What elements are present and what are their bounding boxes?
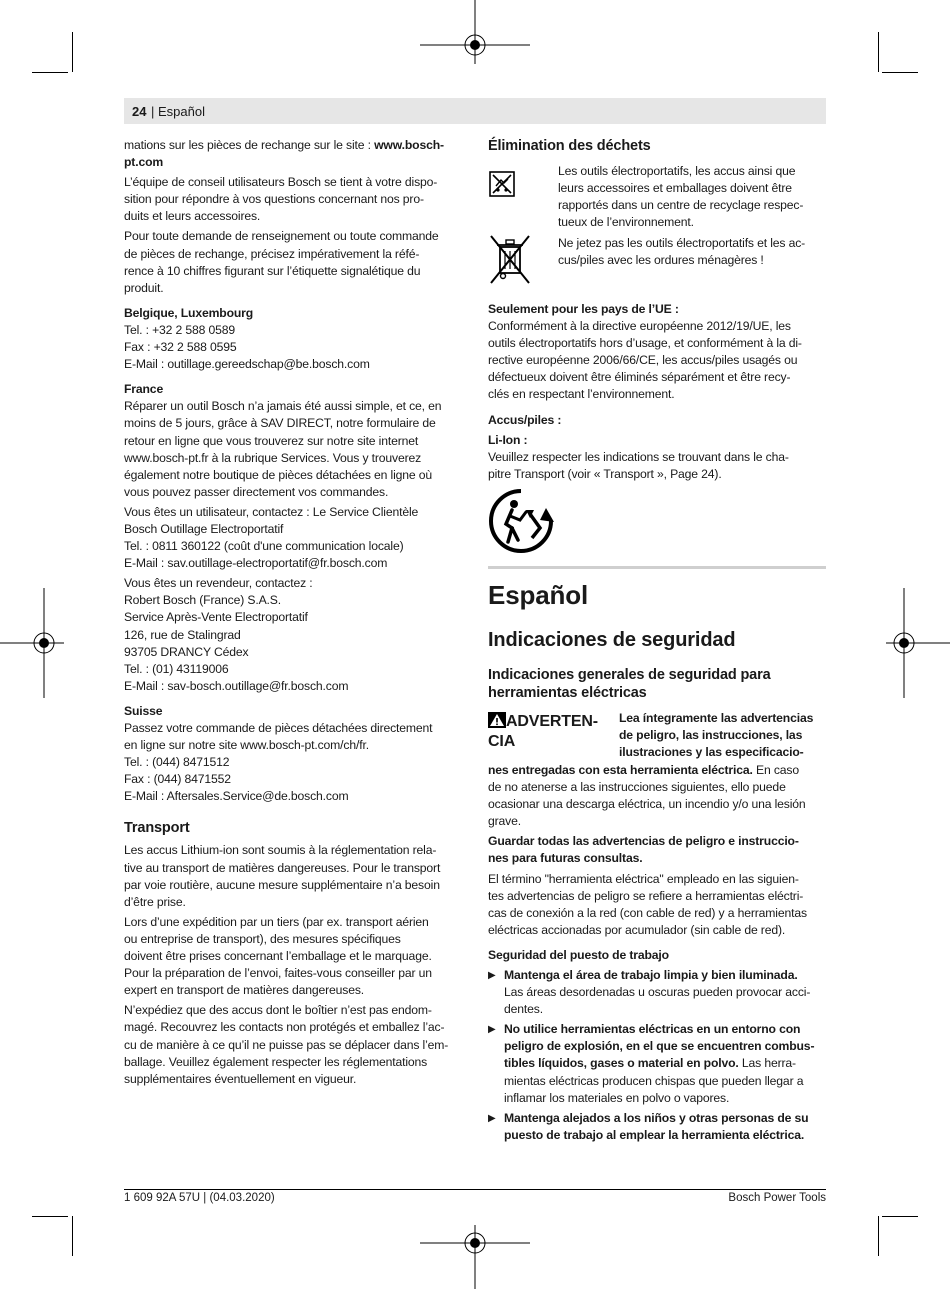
crop-mark	[878, 32, 879, 72]
disposal-block-1	[488, 163, 828, 229]
transport-paragraph-3: N’expédiez que des accus dont le boîtier n’est pas endom- magé. Recouvrez les contacts non protégés et emballez l’ac- cu de manière à ce qu’il ne puisse pas se déplacer dans l’em- ballage. Veuillez également respecter les réglementations supplémentaires éventuellement en vigueur.	[124, 1003, 449, 1086]
crop-mark	[882, 1216, 918, 1217]
bullet-triangle-icon: ▶	[488, 969, 496, 981]
belgique-heading: Belgique, Luxembourg	[124, 305, 254, 320]
bullet-item-3: ▶ Mantenga alejados a los niños y otras personas de su puesto de trabajo al emplear la herramienta eléctrica.	[488, 1110, 809, 1142]
crop-mark	[72, 32, 73, 72]
ue-paragraph: Conformément à la directive européenne 2012/19/UE, les outils électroportatifs hors d’usage, et conformément à la di- rective européenne 2006/66/CE, les accus/piles usagés ou défectueux doivent être éliminés séparément et être recy- clés en respectant l’environnement.	[488, 319, 802, 402]
intro-paragraph: mations sur les pièces de rechange sur le site : www.bosch- pt.com	[124, 138, 444, 170]
bullet-triangle-icon: ▶	[488, 1112, 496, 1124]
left-column	[124, 137, 464, 1091]
france-paragraph-3: Vous êtes un revendeur, contactez : Robert Bosch (France) S.A.S. Service Après-Vente Electroportatif 126, rue de Stalingrad 93705 DRANCY Cédex Tel. : (01) 43119006 E-Mail : sav-bosch.outillage@fr.bosch.com	[124, 576, 349, 693]
right-column	[488, 137, 828, 1144]
france-paragraph-2: Vous êtes un utilisateur, contactez : Le Service Clientèle Bosch Outillage Electroportatif Tel. : 0811 360122 (coût d'une communication locale) E-Mail : sav.outillage-electroportatif@fr.bosch.com	[124, 504, 419, 571]
general-safety-heading: Indicaciones generales de seguridad para herramientas eléctricas	[488, 666, 771, 701]
france-paragraph-1: Réparer un outil Bosch n’a jamais été aussi simple, et ce, en moins de 5 jours, grâce à SAV DIRECT, notre formulaire de retour en ligne que vous trouverez sur notre site internet www.bosch-pt.fr à la rubrique Services. Vous y trouverez également notre boutique de pièces détachées en ligne où vous pouvez passer directement vos commandes.	[124, 399, 442, 499]
accus-heading: Accus/piles :	[488, 412, 562, 427]
disposal-symbol-icon	[489, 171, 515, 197]
espanol-heading: Español	[488, 579, 589, 610]
liion-heading: Li-Ion :	[488, 432, 528, 447]
disposal-text-2: Ne jetez pas les outils électroportatifs et les ac- cus/piles avec les ordures ménagères !	[558, 236, 806, 268]
transport-paragraph-1: Les accus Lithium-ion sont soumis à la réglementation rela- tive au transport de matières dangereuses. Pour le transport par voie routière, aucune mesure supplémentaire n’a besoin d’être prise.	[124, 843, 441, 909]
spare-parts-paragraph: Pour toute demande de renseignement ou toute commande de pièces de rechange, précisez impérativement la réfé- rence à 10 chiffres figurant sur l’étiquette signalétique du produit.	[124, 229, 439, 295]
footer-brand: Bosch Power Tools	[728, 1192, 826, 1204]
battery-recycling-icon	[488, 488, 554, 554]
transport-heading: Transport	[124, 820, 190, 837]
liion-paragraph: Veuillez respecter les indications se trouvant dans le cha- pitre Transport (voir « Transport », Page 24).	[488, 449, 789, 481]
crop-mark	[32, 72, 68, 73]
crop-mark	[878, 1216, 879, 1256]
page-number: 24	[132, 104, 147, 119]
crop-mark	[72, 1216, 73, 1256]
registration-mark-icon	[420, 1225, 530, 1289]
guardar-paragraph: Guardar todas las advertencias de peligro e instruccio- nes para futuras consultas.	[488, 834, 799, 866]
suisse-heading: Suisse	[124, 703, 163, 718]
ue-heading: Seulement pour les pays de l’UE :	[488, 302, 679, 316]
section-divider	[488, 566, 826, 569]
crop-mark	[882, 72, 918, 73]
disposal-text-1: Les outils électroportatifs, les accus ainsi que leurs accessoires et emballages doivent être rapportés dans un centre de recyclage respec- tueux de l’environnement.	[558, 164, 804, 230]
indicaciones-heading: Indicaciones de seguridad	[488, 628, 736, 651]
warning-triangle-icon	[488, 712, 506, 728]
registration-mark-icon	[0, 588, 64, 698]
registration-mark-icon	[886, 588, 950, 698]
crop-mark	[32, 1216, 68, 1217]
suisse-contact: Passez votre commande de pièces détachées directement en ligne sur notre site www.bosch-pt.com/ch/fr. Tel. : (044) 8471512 Fax : (044) 8471552 E-Mail : Aftersales.Service@de.bosch.com	[124, 721, 433, 804]
registration-mark-icon	[420, 0, 530, 64]
bullet-item-2: ▶ No utilice herramientas eléctricas en un entorno con peligro de explosión, en el que se encuentren combus- tibles líquidos, gases o material en polvo. Las herra- mientas eléctricas producen chispas que pueden llegar a inflamar los materiales en polvo o vapores.	[488, 1022, 815, 1105]
header-section: Español	[158, 104, 205, 119]
disposal-block-2	[488, 235, 828, 293]
crossed-bin-icon	[488, 233, 532, 287]
warning-label: ADVERTEN- CIA	[488, 712, 598, 750]
elimination-heading: Élimination des déchets	[488, 138, 651, 154]
transport-paragraph-2: Lors d’une expédition par un tiers (par ex. transport aérien ou entreprise de transport), des mesures spécifiques doivent être prises concernant l’emballage et le marquage. Pour la préparation de l’envoi, faites-vous conseiller par un expert en transport de matières dangereuses.	[124, 914, 432, 998]
support-paragraph: L’équipe de conseil utilisateurs Bosch se tient à votre dispo- sition pour répondre à vos questions concernant nos pro- duits et leurs accessoires.	[124, 175, 438, 224]
bullet-item-1: ▶ Mantenga el área de trabajo limpia y bien iluminada. Las áreas desordenadas u oscuras pueden provocar acci- dentes.	[488, 967, 811, 1017]
seguridad-heading: Seguridad del puesto de trabajo	[488, 947, 669, 962]
france-heading: France	[124, 382, 164, 397]
termino-paragraph: El término "herramienta eléctrica" empleado en las siguien- tes advertencias de peligro se refiere a herramientas eléctri- cas de conexión a la red (con cable de red) y a herramientas eléctricas accionadas por acumulador (sin cable de red).	[488, 871, 807, 937]
belgique-contact: Tel. : +32 2 588 0589 Fax : +32 2 588 0595 E-Mail : outillage.gereedschap@be.bosch.com	[124, 322, 370, 372]
page-header	[124, 98, 826, 124]
footer-doc-code: 1 609 92A 57U | (04.03.2020)	[124, 1192, 275, 1204]
header-separator: |	[151, 104, 155, 119]
warning-block	[488, 710, 828, 762]
bullet-triangle-icon: ▶	[488, 1024, 496, 1036]
warning-paragraph: nes entregadas con esta herramienta eléctrica. En caso de no atenerse a las instrucciones siguientes, ello puede ocasionar una descarga eléctrica, un incendio y/o una lesión grave.	[488, 762, 806, 829]
footer-rule	[124, 1189, 826, 1190]
warning-bold-text: Lea íntegramente las advertencias de peligro, las instrucciones, las ilustraciones y las especificacio-	[619, 710, 814, 760]
